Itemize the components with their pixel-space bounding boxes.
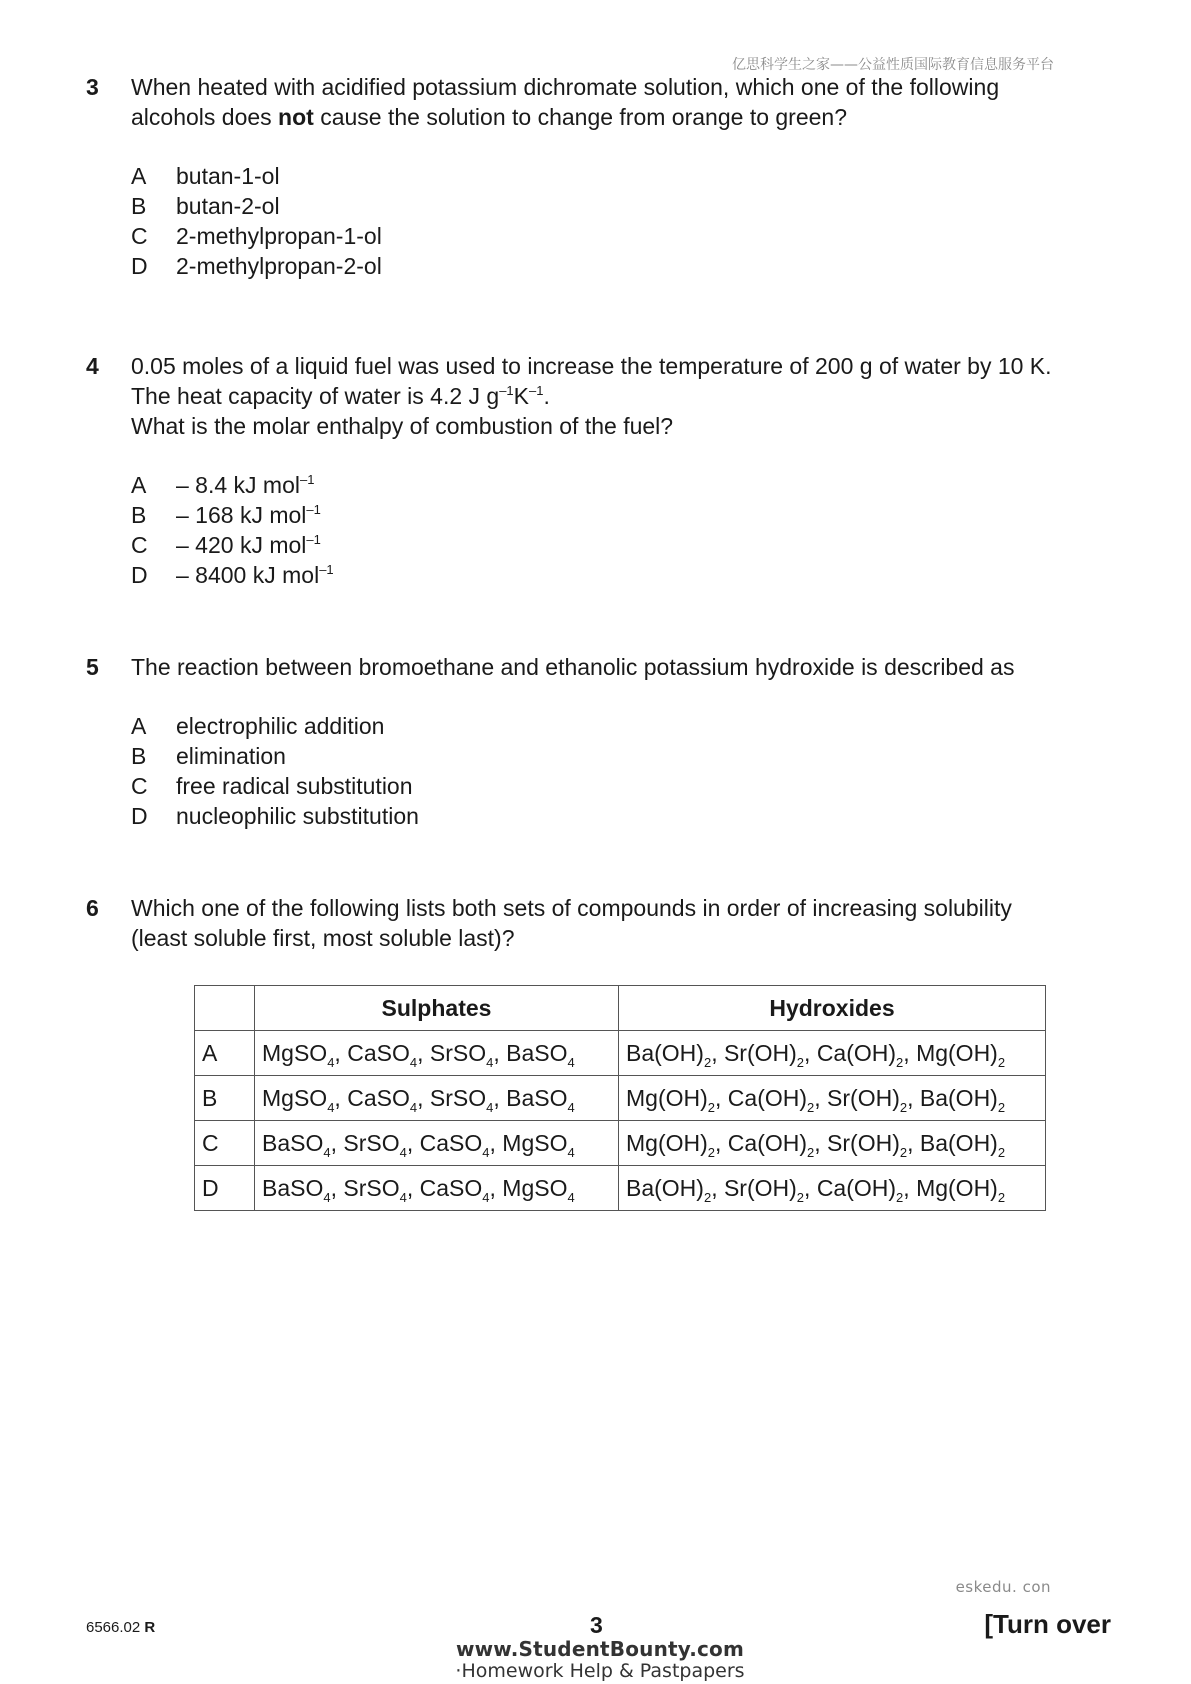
formula-base: BaSO <box>506 1039 568 1066</box>
hydroxides-cell: $Ba(OH)_2$, $Sr(OH)_2$, $Ca(OH)_2$, $Mg(OH)_2$ <box>619 1031 1046 1076</box>
option-text: free radical substitution <box>176 773 413 799</box>
formula-subscript: 2 <box>997 1189 1006 1205</box>
formula-subscript: 4 <box>567 1144 575 1160</box>
formula-subscript: 2 <box>997 1054 1006 1070</box>
studentbounty-logo <box>445 1638 755 1682</box>
formula-base: MgSO <box>262 1039 328 1066</box>
formula-base: Ba(OH) <box>626 1039 704 1066</box>
option-letter: C <box>131 773 148 799</box>
formula-base: Mg(OH) <box>626 1084 708 1111</box>
formula-base: Ca(OH) <box>727 1129 808 1156</box>
logo-tagline: ·Homework Help & Pastpapers <box>455 1660 745 1682</box>
formula-subscript: 4 <box>486 1054 494 1070</box>
formula-base: SrSO <box>343 1174 400 1201</box>
formula-subscript: 2 <box>796 1189 805 1205</box>
question-number: 4 <box>86 353 99 379</box>
formula-base: Ca(OH) <box>727 1084 808 1111</box>
answer-options <box>131 161 1126 281</box>
question-text-line <box>131 381 1126 411</box>
formula-subscript: 2 <box>707 1144 716 1160</box>
formula-subscript: 4 <box>327 1099 335 1115</box>
option-c <box>131 221 1126 251</box>
formula-subscript: 2 <box>997 1099 1006 1115</box>
option-letter: D <box>131 253 148 279</box>
answer-options <box>131 470 1126 590</box>
formula-base: Sr(OH) <box>827 1084 900 1111</box>
option-letter: B <box>131 193 147 219</box>
option-letter: C <box>131 532 148 558</box>
option-c <box>131 771 1126 801</box>
emphasis-text: not <box>278 104 314 130</box>
row-letter: D <box>195 1166 255 1211</box>
formula-base: SrSO <box>343 1129 400 1156</box>
superscript: –1 <box>499 383 514 398</box>
hydroxides-cell: $Mg(OH)_2$, $Ca(OH)_2$, $Sr(OH)_2$, $Ba(OH)_2$ <box>619 1076 1046 1121</box>
formula-subscript: 2 <box>703 1189 712 1205</box>
question-text-line: The reaction between bromoethane and ethanolic potassium hydroxide is described as <box>131 654 1015 680</box>
formula-subscript: 2 <box>896 1054 904 1070</box>
option-text: butan-1-ol <box>176 163 280 189</box>
row-letter: B <box>195 1076 255 1121</box>
option-text: – 8400 kJ mol <box>176 562 320 588</box>
option-a <box>131 161 1126 191</box>
option-letter: C <box>131 223 148 249</box>
formula-subscript: 4 <box>409 1054 418 1070</box>
answer-options <box>131 711 1126 831</box>
formula-base: CaSO <box>347 1084 410 1111</box>
formula-subscript: 4 <box>486 1099 494 1115</box>
option-text: electrophilic addition <box>176 713 385 739</box>
formula-subscript: 2 <box>807 1144 815 1160</box>
header-hydroxides: Hydroxides <box>619 986 1046 1031</box>
question-number: 5 <box>86 654 99 680</box>
table-body <box>195 1031 1046 1211</box>
superscript: –1 <box>300 472 315 487</box>
question-text-line: What is the molar enthalpy of combustion of the fuel? <box>131 413 674 439</box>
option-letter: B <box>131 502 147 528</box>
formula-subscript: 4 <box>409 1099 418 1115</box>
turn-over-label: [Turn over <box>984 1609 1111 1639</box>
option-text: – 168 kJ mol <box>176 502 307 528</box>
formula-base: CaSO <box>347 1039 410 1066</box>
question-3 <box>86 72 1126 281</box>
paper-code <box>86 1619 155 1636</box>
header-empty <box>195 986 255 1031</box>
formula-base: Ca(OH) <box>816 1039 897 1066</box>
formula-base: Sr(OH) <box>827 1129 900 1156</box>
formula-subscript: 2 <box>899 1144 908 1160</box>
formula-base: MgSO <box>502 1174 568 1201</box>
formula-subscript: 4 <box>399 1144 407 1160</box>
formula-subscript: 4 <box>399 1189 407 1205</box>
question-text-line <box>131 102 1126 132</box>
formula-subscript: 2 <box>997 1144 1006 1160</box>
option-letter: A <box>131 472 147 498</box>
question-number: 3 <box>86 74 99 100</box>
formula-subscript: 2 <box>703 1054 712 1070</box>
question-6 <box>86 893 1126 953</box>
formula-base: BaSO <box>262 1129 324 1156</box>
formula-subscript: 4 <box>482 1144 490 1160</box>
sulphates-cell: MgSO$_4$, CaSO$_4$, SrSO$_4$, BaSO$_4$ <box>255 1031 619 1076</box>
text-segment: alcohols does <box>131 104 279 130</box>
option-a <box>131 470 1126 500</box>
option-b <box>131 191 1126 221</box>
formula-subscript: 4 <box>567 1189 575 1205</box>
formula-base: Ba(OH) <box>919 1129 998 1156</box>
formula-subscript: 4 <box>567 1054 575 1070</box>
formula-base: Ba(OH) <box>626 1174 704 1201</box>
logo-url: www.StudentBounty.com <box>455 1637 745 1661</box>
formula-subscript: 4 <box>323 1144 331 1160</box>
option-d <box>131 251 1126 281</box>
formula-base: BaSO <box>262 1174 324 1201</box>
text-segment: cause the solution to change from orange to green? <box>313 104 848 130</box>
watermark-header: 亿思科学生之家——公益性质国际教育信息服务平台 <box>732 57 1054 73</box>
table-header-row <box>195 986 1046 1031</box>
option-letter: A <box>131 163 147 189</box>
option-a <box>131 711 1126 741</box>
option-b <box>131 741 1126 771</box>
superscript: –1 <box>529 383 544 398</box>
formula-base: Mg(OH) <box>916 1039 998 1066</box>
option-text: – 420 kJ mol <box>176 532 307 558</box>
formula-base: Sr(OH) <box>723 1174 797 1201</box>
option-text: – 8.4 kJ mol <box>176 472 300 498</box>
header-sulphates: Sulphates <box>255 986 619 1031</box>
option-letter: B <box>131 743 147 769</box>
formula-base: Mg(OH) <box>916 1174 998 1201</box>
question-5 <box>86 652 1126 831</box>
formula-subscript: 2 <box>796 1054 805 1070</box>
paper-code-suffix: R <box>144 1619 156 1636</box>
table-row <box>195 1121 1046 1166</box>
text-segment: K <box>513 383 530 409</box>
formula-base: CaSO <box>419 1129 483 1156</box>
text-segment: . <box>543 383 550 409</box>
formula-subscript: 2 <box>807 1099 815 1115</box>
superscript: –1 <box>306 532 321 547</box>
formula-subscript: 2 <box>896 1189 904 1205</box>
option-letter: D <box>131 803 148 829</box>
option-c <box>131 530 1126 560</box>
hydroxides-cell: $Mg(OH)_2$, $Ca(OH)_2$, $Sr(OH)_2$, $Ba(OH)_2$ <box>619 1121 1046 1166</box>
sulphates-cell: MgSO$_4$, CaSO$_4$, SrSO$_4$, BaSO$_4$ <box>255 1076 619 1121</box>
option-d <box>131 801 1126 831</box>
option-text: 2-methylpropan-1-ol <box>176 223 382 249</box>
formula-subscript: 4 <box>323 1189 331 1205</box>
table-row <box>195 1031 1046 1076</box>
formula-base: Sr(OH) <box>723 1039 797 1066</box>
formula-subscript: 4 <box>327 1054 335 1070</box>
paper-code-number: 6566.02 <box>86 1619 141 1636</box>
option-d <box>131 560 1126 590</box>
superscript: –1 <box>319 562 334 577</box>
option-b <box>131 500 1126 530</box>
formula-base: CaSO <box>419 1174 483 1201</box>
option-text: elimination <box>176 743 286 769</box>
formula-subscript: 2 <box>707 1099 716 1115</box>
formula-base: Ba(OH) <box>919 1084 998 1111</box>
row-letter: A <box>195 1031 255 1076</box>
option-text: nucleophilic substitution <box>176 803 419 829</box>
question-4 <box>86 351 1126 590</box>
page-number: 3 <box>590 1612 603 1638</box>
option-text: butan-2-ol <box>176 193 280 219</box>
formula-subscript: 2 <box>899 1099 908 1115</box>
formula-base: Ca(OH) <box>816 1174 897 1201</box>
table-row <box>195 1076 1046 1121</box>
formula-subscript: 4 <box>482 1189 490 1205</box>
option-letter: A <box>131 713 147 739</box>
formula-base: MgSO <box>502 1129 568 1156</box>
question-number: 6 <box>86 895 99 921</box>
formula-base: SrSO <box>429 1084 487 1111</box>
formula-base: SrSO <box>429 1039 487 1066</box>
solubility-table <box>194 985 1046 1211</box>
sulphates-cell: BaSO$_4$, SrSO$_4$, CaSO$_4$, MgSO$_4$ <box>255 1166 619 1211</box>
superscript: –1 <box>306 502 321 517</box>
question-text-line: Which one of the following lists both sets of compounds in order of increasing solubility <box>131 895 1012 921</box>
option-text: 2-methylpropan-2-ol <box>176 253 382 279</box>
formula-base: Mg(OH) <box>626 1129 708 1156</box>
formula-base: MgSO <box>262 1084 328 1111</box>
table-row <box>195 1166 1046 1211</box>
option-letter: D <box>131 562 148 588</box>
sulphates-cell: BaSO$_4$, SrSO$_4$, CaSO$_4$, MgSO$_4$ <box>255 1121 619 1166</box>
question-text-line: 0.05 moles of a liquid fuel was used to increase the temperature of 200 g of water by 10 K. <box>131 353 1052 379</box>
text-segment: The heat capacity of water is 4.2 J g <box>131 383 500 409</box>
question-text-line: When heated with acidified potassium dichromate solution, which one of the following <box>131 74 1000 100</box>
formula-subscript: 4 <box>567 1099 575 1115</box>
formula-base: BaSO <box>506 1084 568 1111</box>
row-letter: C <box>195 1121 255 1166</box>
hydroxides-cell: $Ba(OH)_2$, $Sr(OH)_2$, $Ca(OH)_2$, $Mg(OH)_2$ <box>619 1166 1046 1211</box>
site-watermark: eskedu. con <box>955 1578 1051 1596</box>
question-text-line: (least soluble first, most soluble last)? <box>131 925 515 951</box>
